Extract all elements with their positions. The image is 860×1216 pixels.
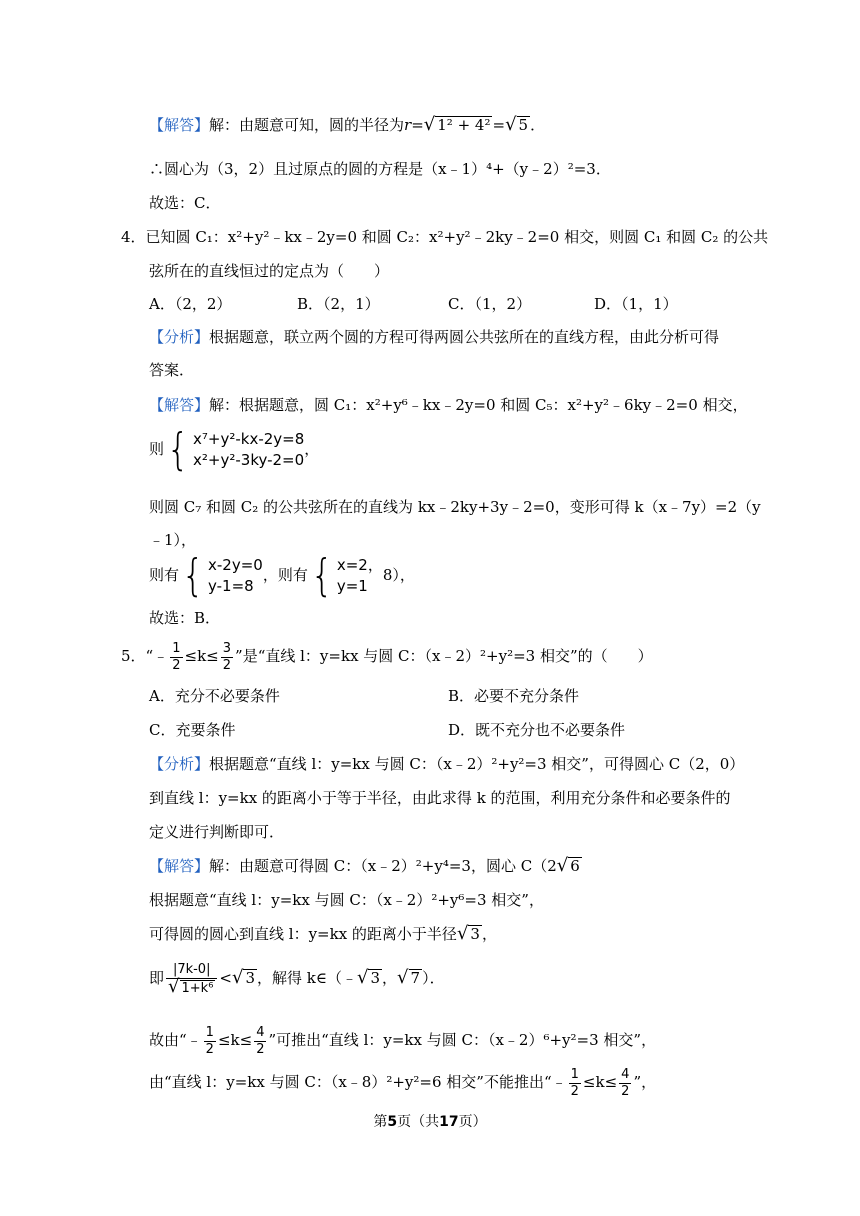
q3-answer-line1: 【解答】解：由题意可知，圆的半径为r=√ 1² + 4² =√ 5 ． <box>149 114 546 135</box>
equation-system: { x=2， y=1 <box>310 550 383 601</box>
q5-option-c: C．充要条件 <box>149 721 236 739</box>
q5-answer-line5: 故由“﹣ $\frac{1}{2}$ ≤k≤ $\frac{4}{2}$ ”可推出“直线 l：y=kx 与圆 C：（x﹣2）⁶+y²=3 相交”， <box>149 1024 657 1057</box>
fraction: $\frac{3}{2}$ <box>222 640 232 673</box>
q5-answer-line4: 即 $\frac{|7k-0|}{\text{√ 1+k⁶}}$ <√ 3 ，解得 k∈（﹣√ 3 ，√ 7 ）． <box>149 961 445 997</box>
q4-analysis-line2: 答案． <box>149 361 195 379</box>
fraction: $\frac{1}{2}$ <box>172 640 181 673</box>
left-brace-icon: { <box>310 550 334 601</box>
q4-stem-line1: 4．已知圆 C₁：x²+y²﹣kx﹣2y=0 和圆 C₂：x²+y²﹣2ky﹣2=0 相交，则圆 C₁ 和圆 C₂ 的公共 <box>121 228 769 246</box>
analysis-tag: 【分析】 <box>149 328 210 346</box>
q4-answer-line1: 【解答】解：根据题意，圆 C₁：x²+y⁶﹣kx﹣2y=0 和圆 C₅：x²+y²﹣6ky﹣2=0 相交， <box>149 396 748 414</box>
question-number: 5． <box>121 647 146 665</box>
q3-answer-line2: ∴圆心为（3，2）且过原点的圆的方程是（x﹣1）⁴+（y﹣2）²=3． <box>149 160 611 178</box>
q4-answer-line6: 故选：B． <box>149 609 221 627</box>
page-total: 17 <box>439 1114 459 1130</box>
q5-option-b: B．必要不充分条件 <box>448 687 580 705</box>
analysis-tag: 【分析】 <box>149 755 210 773</box>
q4-answer-line4: ﹣1）， <box>149 531 197 549</box>
page-number: 5 <box>387 1114 398 1130</box>
q5-stem: 5．“﹣ $\frac{1}{2}$ ≤k≤ $\frac{3}{2}$ ”是“直线 l：y=kx 与圆 C：（x﹣2）²+y²=3 相交”的（ ） <box>121 640 653 673</box>
sqrt-sign: √ <box>556 855 569 876</box>
q4-option-c: C．（1，2） <box>448 295 532 313</box>
sqrt-sign: √ <box>505 114 517 135</box>
page-footer: 第5页（共17页） <box>373 1114 487 1130</box>
left-brace-icon: { <box>181 550 205 601</box>
q4-option-a: A．（2，2） <box>149 295 232 313</box>
q5-option-a: A．充分不必要条件 <box>149 687 280 705</box>
q5-answer-line1: 【解答】解：由题意可得圆 C：（x﹣2）²+y⁴=3，圆心 C（2√ 6 <box>149 855 580 876</box>
q4-option-d: D．（1，1） <box>594 295 678 313</box>
q4-analysis-line1: 【分析】根据题意，联立两个圆的方程可得两圆公共弦所在的直线方程，由此分析可得 <box>149 328 720 346</box>
q4-answer-line3: 则圆 C₇ 和圆 C₂ 的公共弦所在的直线为 kx﹣2ky+3y﹣2=0，变形可得 k（x﹣7y）=2（y <box>149 498 761 516</box>
fraction: $\frac{4}{2}$ <box>256 1024 265 1057</box>
sqrt-sign: √ <box>456 923 469 944</box>
fraction: $\frac{1}{2}$ <box>205 1024 214 1057</box>
q5-option-d: D．既不充分也不必要条件 <box>448 721 626 739</box>
q4-answer-system2: 则有 { x-2y=0 y-1=8 ，则有 { x=2， y=1 8）， <box>149 550 415 601</box>
q3-answer-line3: 故选：C． <box>149 194 221 212</box>
q5-analysis-line1: 【分析】根据题意“直线 l：y=kx 与圆 C：（x﹣2）²+y²=3 相交”，可得圆心 C（2，0） <box>149 755 745 773</box>
answer-tag: 【解答】 <box>149 116 210 134</box>
fraction: $\frac{1}{2}$ <box>570 1066 579 1099</box>
q5-answer-line3: 可得圆的圆心到直线 l：y=kx 的距离小于半径√ 3 ， <box>149 923 497 944</box>
q5-answer-line6: 由“直线 l：y=kx 与圆 C：（x﹣8）²+y²=6 相交”不能推出“﹣ $\frac{1}{2}$ ≤k≤ $\frac{4}{2}$ ”， <box>149 1066 657 1099</box>
distance-fraction: $\frac{|7k-0|}{\text{√ 1+k⁶}}$ <box>166 962 217 997</box>
question-number: 4． <box>121 228 146 246</box>
q4-option-b: B．（2，1） <box>297 295 380 313</box>
equation-system: { x-2y=0 y-1=8 <box>181 550 263 601</box>
q5-answer-line2: 根据题意“直线 l：y=kx 与圆 C：（x﹣2）²+y⁶=3 相交”， <box>149 891 544 909</box>
q5-analysis-line2: 到直线 l：y=kx 的距离小于等于半径，由此求得 k 的范围，利用充分条件和必要条件的 <box>149 789 731 807</box>
sqrt-sign: √ <box>231 967 244 988</box>
left-brace-icon: { <box>166 424 190 475</box>
sqrt-sign: √ <box>423 114 436 135</box>
q5-analysis-line3: 定义进行判断即可． <box>149 823 285 841</box>
answer-tag: 【解答】 <box>149 857 210 875</box>
answer-tag: 【解答】 <box>149 396 210 414</box>
sqrt-sign: √ <box>397 967 409 988</box>
equation-system: { x⁷+y²-kx-2y=8 x²+y²-3ky-2=0 <box>166 424 305 475</box>
radius-radicand: 1² + 4² <box>437 116 491 134</box>
sqrt-sign: √ <box>356 967 369 988</box>
sqrt-sign: √ <box>168 975 180 997</box>
q4-stem-line2: 弦所在的直线恒过的定点为（ ） <box>149 262 390 280</box>
q4-answer-system1: 则 { x⁷+y²-kx-2y=8 x²+y²-3ky-2=0 ， <box>149 424 320 475</box>
fraction: $\frac{4}{2}$ <box>621 1066 630 1099</box>
